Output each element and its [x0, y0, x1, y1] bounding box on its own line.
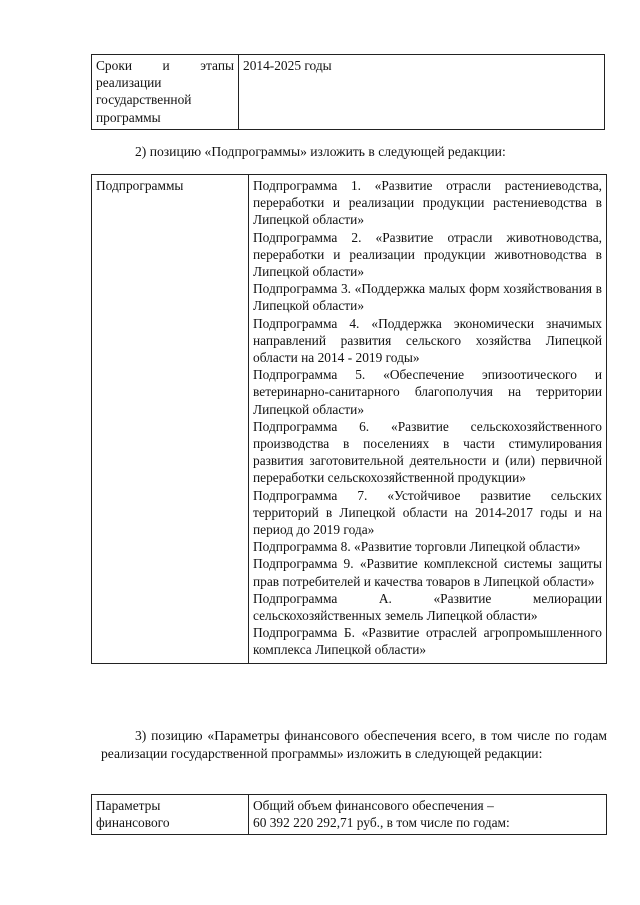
subprograms-table: [91, 174, 607, 664]
subprogram-item: Подпрограмма 2. «Развитие отрасли животноводства, переработки и реализации продукции животноводства в Липецкой области»: [253, 229, 602, 280]
subprogram-item: Подпрограмма 7. «Устойчивое развитие сельских территорий в Липецкой области на 2014-2017 годы и на период до 2019 года»: [253, 487, 602, 538]
subprogram-item: Подпрограмма 4. «Поддержка экономически значимых направлений развития сельского хозяйства Липецкой области на 2014 - 2019 годы»: [253, 315, 602, 366]
subprogram-item: Подпрограмма 6. «Развитие сельскохозяйственного производства в поселениях в части стимулирования развития заготовительной деятельности и (или) первичной переработки сельскохозяйственной продукции»: [253, 418, 602, 486]
finance-value-cell: [249, 795, 607, 835]
finance-table: [91, 794, 607, 835]
finance-label-cell: [92, 795, 249, 835]
table-row: [92, 795, 607, 835]
table-row: [92, 55, 605, 130]
term-label-cell: [92, 55, 239, 130]
finance-label: Параметры финансового: [96, 798, 170, 831]
subprogram-item: Подпрограмма 9. «Развитие комплексной системы защиты прав потребителей и качества товаров в Липецкой области»: [253, 556, 602, 589]
term-value: 2014-2025 годы: [243, 58, 332, 73]
subprogram-item: Подпрограмма Б. «Развитие отраслей агропромышленного комплекса Липецкой области»: [253, 625, 602, 658]
subprograms-label-cell: [92, 175, 249, 664]
finance-line-1: Общий объем финансового обеспечения –: [253, 798, 494, 813]
subprogram-item: Подпрограмма 5. «Обеспечение эпизоотического и ветеринарно-санитарного благополучия на территории Липецкой области»: [253, 367, 602, 417]
term-table: [91, 54, 605, 130]
subprogram-item: Подпрограмма 8. «Развитие торговли Липецкой области»: [253, 539, 581, 555]
subprogram-item: Подпрограмма 3. «Поддержка малых форм хозяйствования в Липецкой области»: [253, 281, 602, 314]
paragraph-2: 2) позицию «Подпрограммы» изложить в следующей редакции:: [135, 144, 506, 159]
paragraph-3: 3) позицию «Параметры финансового обеспечения всего, в том числе по годам реализации государственной программы» изложить в следующей редакции:: [101, 728, 607, 761]
subprogram-item: Подпрограмма А. «Развитие мелиорации сельскохозяйственных земель Липецкой области»: [253, 590, 602, 624]
subprograms-list-cell: [249, 175, 607, 664]
term-label: Сроки и этапы реализации государственной программы: [96, 58, 234, 125]
subprogram-item: Подпрограмма 1. «Развитие отрасли растениеводства, переработки и реализации продукции растениеводства в Липецкой области»: [253, 178, 602, 228]
finance-line-2: 60 392 220 292,71 руб., в том числе по годам:: [253, 815, 510, 831]
term-value-cell: [239, 55, 605, 130]
subprograms-label: Подпрограммы: [96, 178, 184, 193]
table-row: [92, 175, 607, 664]
